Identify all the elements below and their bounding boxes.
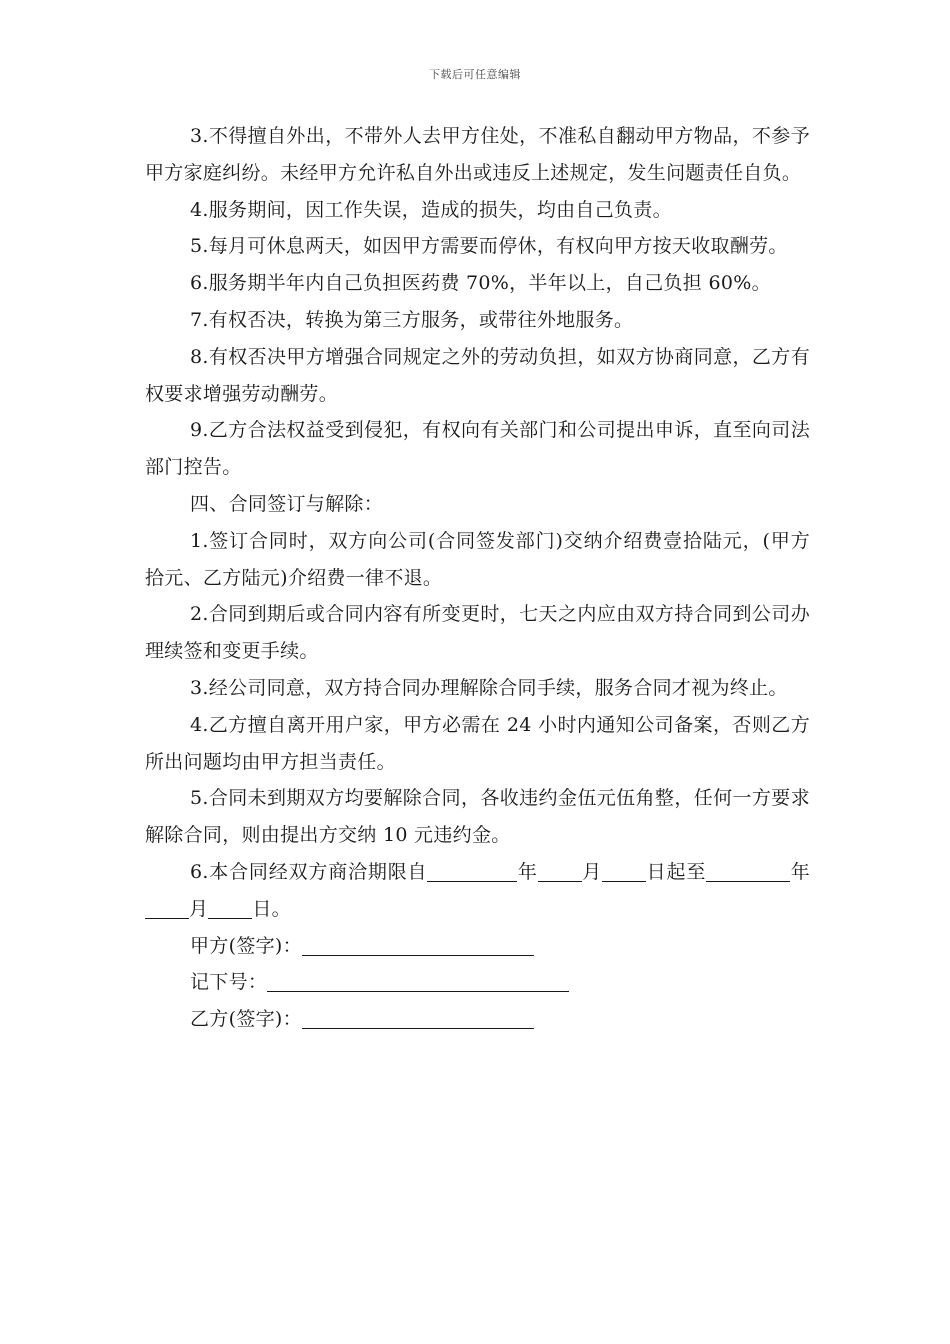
term-year-label: 年	[517, 860, 538, 883]
party-a-signature	[145, 928, 810, 965]
section4-clause-3: 3.经公司同意，双方持合同办理解除合同手续，服务合同才视为终止。	[190, 676, 788, 699]
clause-b-8: 8.有权否决甲方增强合同规定之外的劳动负担，如双方协商同意，乙方有权要求增强劳动酬劳。	[145, 345, 810, 405]
page-header: 下载后可任意编辑	[429, 68, 521, 81]
clause-b-6: 6.服务期半年内自己负担医药费 70%，半年以上，自己负担 60%。	[190, 272, 771, 295]
term-end-year-blank-a[interactable]	[706, 859, 750, 882]
term-day-label: 日起至	[646, 860, 707, 883]
term-prefix: 6.本合同经双方商洽期限自	[190, 860, 428, 883]
section4-clause-5: 5.合同未到期双方均要解除合同，各收违约金伍元伍角整，任何一方要求解除合同，则由提出方交纳 10 元违约金。	[145, 787, 810, 847]
term-end-month-blank[interactable]	[145, 896, 189, 919]
party-b-label: 乙方(签字)：	[190, 1008, 302, 1031]
section4-clause-2: 2.合同到期后或合同内容有所变更时，七天之内应由双方持合同到公司办理续签和变更手续。	[145, 603, 810, 663]
clause-b-4: 4.服务期间，因工作失误，造成的损失，均由自己负责。	[190, 198, 672, 221]
party-a-signature-blank[interactable]	[302, 933, 534, 956]
party-b-signature-blank[interactable]	[302, 1006, 534, 1029]
record-number-label: 记下号：	[190, 971, 268, 994]
term-start-month-blank[interactable]	[538, 859, 582, 882]
contract-term	[145, 854, 810, 928]
party-a-label: 甲方(签字)：	[190, 934, 302, 957]
section4-clause-4: 4.乙方擅自离开用户家，甲方必需在 24 小时内通知公司备案，否则乙方所出问题均由甲方担当责任。	[145, 713, 810, 773]
term-start-year-blank[interactable]	[427, 859, 517, 882]
record-number-blank[interactable]	[267, 969, 569, 992]
clause-b-3: 3.不得擅自外出，不带外人去甲方住处，不准私自翻动甲方物品，不参予甲方家庭纠纷。未经甲方允许私自外出或违反上述规定，发生问题责任自负。	[145, 125, 810, 184]
party-b-signature	[145, 1001, 810, 1038]
section4-clause-1: 1.签订合同时，双方向公司(合同签发部门)交纳介绍费壹拾陆元，(甲方拾元、乙方陆元)介绍费一律不退。	[145, 529, 810, 589]
term-start-day-blank[interactable]	[602, 859, 646, 882]
clause-b-7: 7.有权否决，转换为第三方服务，或带往外地服务。	[190, 308, 634, 331]
term-end-year-label: 年	[790, 860, 811, 883]
clause-b-9: 9.乙方合法权益受到侵犯，有权向有关部门和公司提出申诉，直至向司法部门控告。	[145, 419, 810, 479]
term-end-year-blank-b[interactable]	[750, 859, 790, 882]
section-heading: 四、合同签订与解除：	[190, 492, 384, 515]
term-end-day-blank[interactable]	[208, 896, 252, 919]
term-end-day-label: 日。	[252, 897, 291, 920]
term-end-month-label: 月	[189, 897, 209, 920]
term-month-label: 月	[581, 860, 603, 883]
record-number	[145, 964, 810, 1001]
clause-b-5: 5.每月可休息两天，如因甲方需要而停休，有权向甲方按天收取酬劳。	[190, 235, 788, 258]
document-body	[145, 118, 810, 1038]
